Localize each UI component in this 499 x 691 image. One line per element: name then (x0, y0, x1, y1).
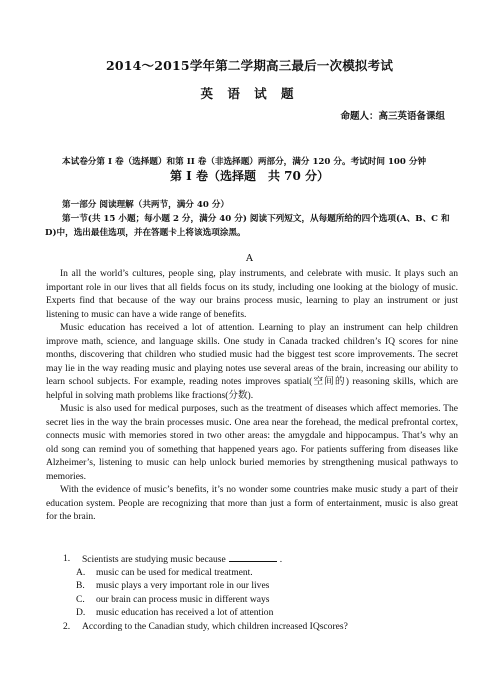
option-letter: C. (76, 593, 85, 605)
section-instruction: 第一节(共 15 小题；每小题 2 分，满分 40 分) 阅读下列短文，从每题所给的四个选项(A、B、C 和 D)中，选出最佳选项，并在答题卡上将该选项涂黑。 (45, 214, 450, 238)
option-text: music can be used for medical treatment. (96, 566, 253, 578)
passage-paragraph: In all the world’s cultures, people sing, play instruments, and celebrate with music. It plays such an important role in our lives that all fields focus on its study, including one looking at the biology of music. Experts find that because of the way our brains process music, learning to play an instrument or just listening to music can have a wide range of benefits. (46, 268, 458, 320)
answer-option[interactable] (63, 566, 463, 580)
question-stem-end: . (279, 554, 283, 565)
passage-paragraph: With the evidence of music’s benefits, it’s no wonder some countries make music study a part of their education system. People are recognizing that more than just a form of entertainment, music is also great for the brain. (46, 484, 458, 522)
answer-option[interactable] (63, 606, 463, 620)
passage-paragraph: Music education has received a lot of attention. Learning to play an instrument can help children improve math, science, and language skills. One study in Canada tracked children’s IQ scores for nine months, discovering that children who studied music had the biggest test score improvements. The secret may lie in the way reading music and playing notes use several areas of the brain, increasing our ability to learn school subjects. For example, reading notes improves spatial(空间的) reasoning skills, which are helpful in solving math problems like fractions(分数). (46, 322, 458, 401)
question-stem (82, 552, 282, 567)
question-item (63, 552, 463, 566)
option-letter: A. (76, 566, 86, 578)
answer-option[interactable] (63, 579, 463, 593)
exam-subtitle: 英 语 试 题 (200, 86, 299, 101)
option-letter: D. (76, 607, 86, 618)
question-number: 2. (63, 620, 71, 632)
exam-notice: 本试卷分第 I 卷（选择题）和第 II 卷（非选择题）两部分，满分 120 分。考试时间 100 分钟 (62, 157, 427, 167)
option-text: music plays a very important role in our lives (96, 580, 270, 591)
option-text: music education has received a lot of attention (96, 607, 274, 618)
section-title: 第 I 卷（选择题 共 70 分） (169, 169, 330, 183)
answer-option[interactable] (63, 593, 463, 607)
part-heading: 第一部分 阅读理解（共两节，满分 40 分） (62, 200, 230, 210)
passage-paragraph: Music is also used for medical purposes, such as the treatment of diseases which affect memories. The secret lies in the way the brain processes music. One area near the forehead, the medical prefrontal cortex, connects music with memories stored in two other areas: the amygdale and hippocampus. That’s why an old song can remind you of something that happened years ago. For patients suffering from diseases like Alzheimer’s, listening to music can help unlock buried memories by strengthening musical pathways to memories. (46, 403, 458, 482)
question-number: 1. (63, 553, 71, 564)
question-stem-text: Scientists are studying music because (82, 554, 226, 565)
exam-author: 命题人：高三英语备课组 (340, 111, 445, 122)
question-stem-text: According to the Canadian study, which children increased IQscores? (82, 620, 348, 632)
question-list (63, 552, 463, 633)
question-item (63, 620, 463, 634)
option-text: our brain can process music in different ways (96, 593, 270, 605)
reading-passage (46, 267, 458, 524)
passage-letter: A (246, 253, 253, 264)
answer-blank (229, 552, 277, 562)
option-letter: B. (76, 580, 85, 591)
exam-title: 2014～2015学年第二学期高三最后一次模拟考试 (105, 58, 394, 73)
